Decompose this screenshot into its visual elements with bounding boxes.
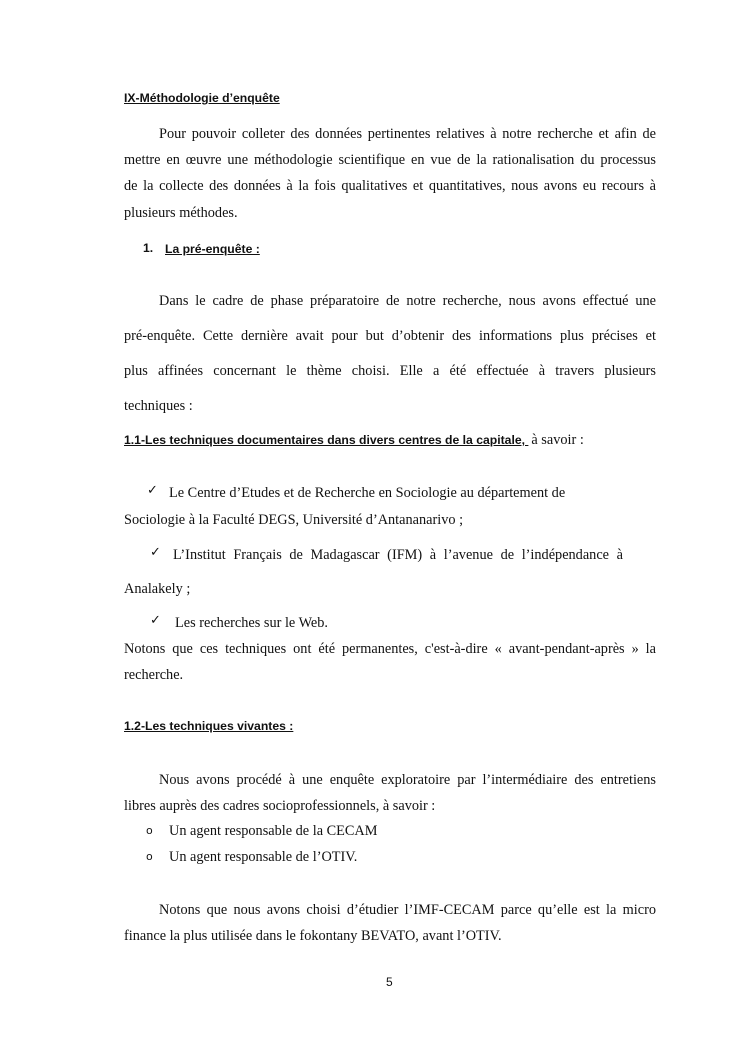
intro-line-4: plusieurs méthodes. [124,205,238,221]
techniques-vivantes-title: 1.2-Les techniques vivantes : [124,719,294,733]
vivantes-item-1: Un agent responsable de la CECAM [169,823,378,839]
check-icon: ✓ [150,545,161,560]
intro-line-2: mettre en œuvre une méthodologie scientifique en vue de la rationalisation du processus [124,152,656,168]
vivantes-line-2: libres auprès des cadres socioprofessionnels, à savoir : [124,798,436,814]
preenquete-line-2: pré-enquête. Cette dernière avait pour but d’obtenir des informations plus précises et [124,328,656,344]
doc-item-1-line-1: Le Centre d’Etudes et de Recherche en Sociologie au département de [169,485,566,501]
check-icon: ✓ [150,613,161,628]
intro-line-1: Pour pouvoir colleter des données pertinentes relatives à notre recherche et afin de [159,126,656,142]
preenquete-line-4: techniques : [124,398,193,414]
doc-item-2-line-2: Analakely ; [124,581,191,597]
subsection-number: 1. [143,241,154,255]
subsection-title: La pré-enquête : [165,242,260,256]
preenquete-line-3: plus affinées concernant le thème choisi. Elle a été effectuée à travers plusieurs [124,363,656,379]
vivantes-item-2: Un agent responsable de l’OTIV. [169,849,358,865]
doc-item-3-line-1: Les recherches sur le Web. [175,615,329,631]
check-icon: ✓ [147,483,158,498]
conclusion-line-1: Notons que nous avons choisi d’étudier l’IMF-CECAM parce qu’elle est la micro [159,902,656,918]
page-number: 5 [386,975,393,989]
doc-note-line-1: Notons que ces techniques ont été permanentes, c'est-à-dire « avant-pendant-après » la [124,641,656,657]
intro-line-3: de la collecte des données à la fois qualitatives et quantitatives, nous avons eu recours à [124,178,656,194]
techniques-doc-title: 1.1-Les techniques documentaires dans divers centres de la capitale, [124,433,529,447]
doc-item-1-line-2: Sociologie à la Faculté DEGS, Université d’Antananarivo ; [124,512,464,528]
techniques-doc-heading [124,431,584,449]
techniques-doc-suffix: à savoir : [531,432,584,448]
doc-note-line-2: recherche. [124,667,184,683]
doc-item-2-line-1: L’Institut Français de Madagascar (IFM) à l’avenue de l’indépendance à [173,547,623,563]
section-title: IX-Méthodologie d’enquête [124,91,280,105]
vivantes-line-1: Nous avons procédé à une enquête exploratoire par l’intermédiaire des entretiens [159,772,656,788]
circle-bullet-icon: o [146,850,153,863]
preenquete-line-1: Dans le cadre de phase préparatoire de notre recherche, nous avons effectué une [159,293,656,309]
circle-bullet-icon: o [146,824,153,837]
conclusion-line-2: finance la plus utilisée dans le fokontany BEVATO, avant l’OTIV. [124,928,502,944]
